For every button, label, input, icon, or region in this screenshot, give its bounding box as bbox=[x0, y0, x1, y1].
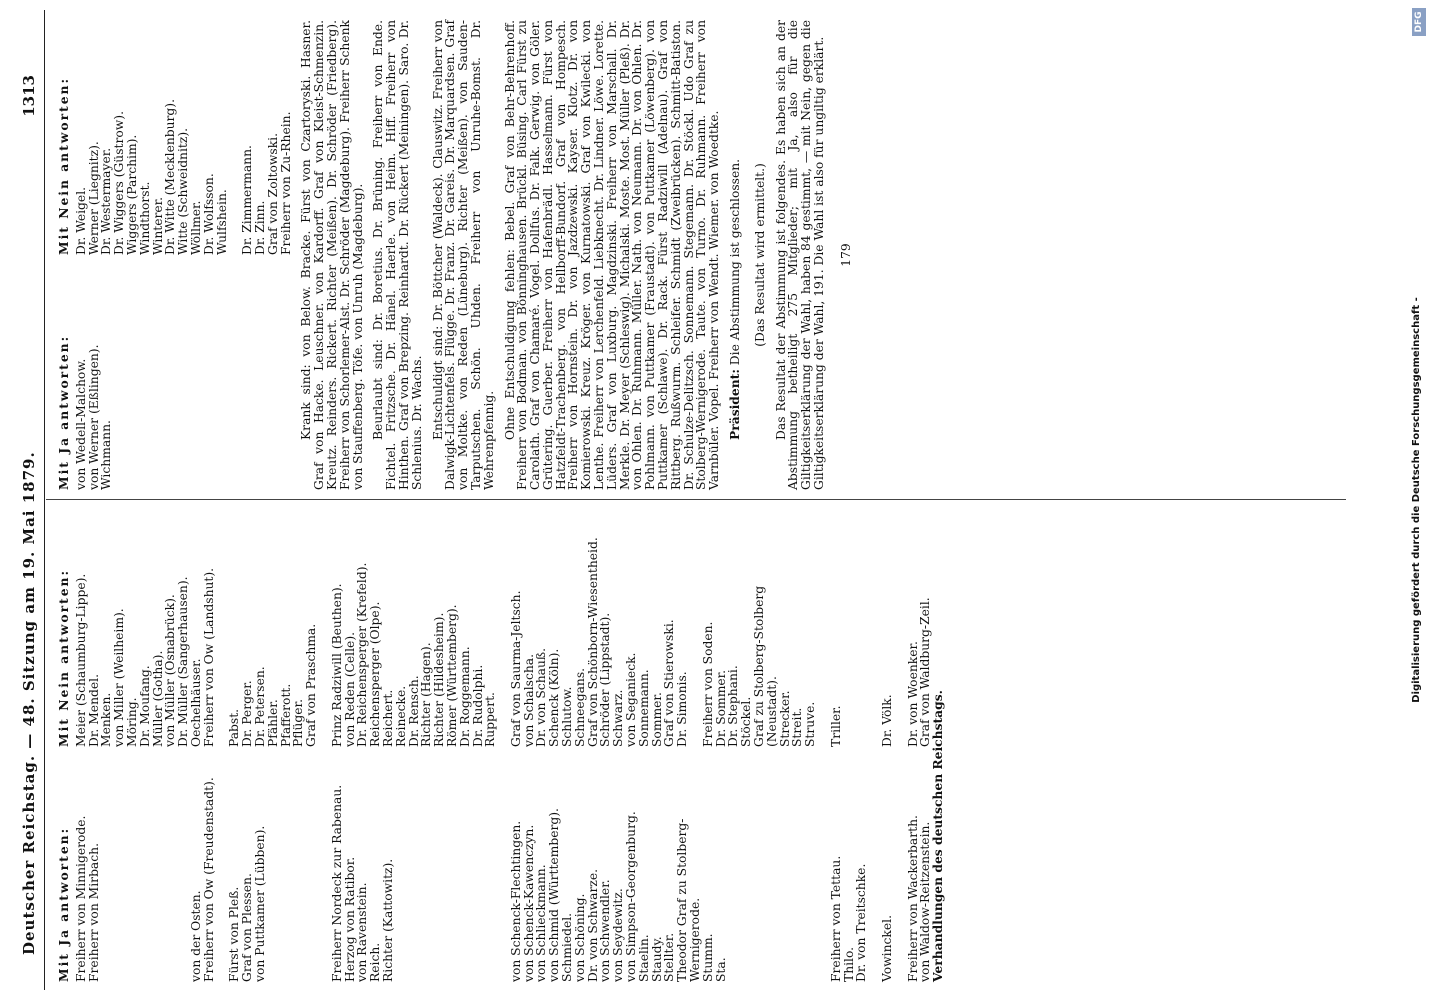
nein-name bbox=[817, 512, 830, 747]
vote-row bbox=[152, 512, 165, 982]
vote-row bbox=[548, 512, 561, 982]
ja-name: Freiherr von Minnigerode. bbox=[73, 815, 88, 982]
vote-row bbox=[254, 20, 267, 490]
nein-name: Möring. bbox=[124, 697, 139, 747]
vote-row bbox=[100, 512, 113, 982]
vote-row bbox=[484, 512, 497, 982]
nein-name: Graf von Praschma. bbox=[304, 623, 319, 747]
vote-row bbox=[446, 512, 459, 982]
nein-name: Graf von Stierowski. bbox=[662, 619, 677, 747]
nein-name: Dr. Stephani. bbox=[726, 665, 741, 747]
vote-row bbox=[497, 512, 510, 982]
ja-name: Thilo. bbox=[841, 946, 856, 982]
result-pending: (Das Resultat wird ermittelt.) bbox=[752, 163, 767, 347]
vote-row bbox=[177, 20, 190, 490]
nein-name: Dr. Weigel. bbox=[73, 186, 88, 255]
nein-name bbox=[318, 512, 331, 747]
ja-name bbox=[433, 747, 446, 982]
ja-name: Fürst von Pleß. bbox=[227, 886, 242, 982]
ja-name: von Schwendler. bbox=[598, 879, 613, 982]
nein-name: Schwarz. bbox=[611, 689, 626, 747]
ohne-entschuldigung-paragraph: Ohne Entschuldigung fehlen: Bebel. Graf von Behr-Behrenhoff. Freiherr von Bodman. von Bönninghausen. Brückl. Büsing. Carl Fürst zu Carolath. Graf von Chamaré. Vogel. Dollfus. Dr. Falk. Gerwig. von Göler. Grütering. Guerber. Freiherr von Hafenbrädl. Hasselmann. Fürst von Hatzfeldt-Trachenberg. von Hellborff-Bundorf. Graf von Hompesch. Freiherr von Hornstein. Dr. von Jazdzewski. Kayser. Klotz. Dr. von Komierowski. Kreuz. Kröger. von Kurnatowski. Graf von Kwilecki. von Lenthe. Freiherr von Lerchenfeld. Liebknecht. Dr. Lindner. Löwe. Lorette. Lüders. Graf von Luxburg. Magdzinski. Freiherr von Marschall. Dr. Merkle. Dr. Meyer (Schleswig). Michalski. Moste. Most. Müller (Pleß). Dr. von Ohlen. Dr. Ruhmann. Müller. Nath. von Neumann. Dr. von Ohlen. Dr. Pohlmann. von Puttkamer (Fraustadt). von Puttkamer (Löwenberg). von Puttkamer (Schlawe). Dr. Rack. Fürst Radziwill (Adelnau). Graf von Rittberg. Rußwurm. Schleifer. Schmidt (Zweibrücken). Schmitt-Batiston. Dr. Schulze-Delitzsch. Sonnemann. Stegemann. Dr. Stöckl. Udo Graf zu Stolberg-Wernigerode. Taute. von Turno. Dr. Ruhmann. Freiherr von Varnbüler. Vopel. Freiherr von Wendt. Wiemer. von Woedtke. bbox=[502, 20, 722, 490]
president-text: Die Abstimmung ist geschlossen. bbox=[728, 158, 743, 366]
nein-name: Dr. Wolfsson. bbox=[201, 173, 216, 255]
ja-name: von der Osten. bbox=[188, 890, 203, 982]
ja-name bbox=[459, 747, 472, 982]
nein-name: Dr. Völk. bbox=[880, 694, 894, 747]
nein-name: Streit. bbox=[790, 707, 805, 747]
vote-row bbox=[254, 512, 267, 982]
dfg-logo: DFG bbox=[1412, 8, 1426, 36]
ja-name: Wichmann. bbox=[99, 420, 114, 490]
ja-name bbox=[241, 255, 254, 490]
vote-row bbox=[817, 512, 830, 982]
ja-name bbox=[126, 255, 139, 490]
ja-name bbox=[190, 255, 203, 490]
vote-row bbox=[676, 512, 702, 982]
header-title: Deutscher Reichstag. — 48. Sitzung am 19. Mai 1879. bbox=[20, 451, 38, 955]
vote-row bbox=[369, 512, 382, 982]
ja-name: von Schenck-Flechtingen. bbox=[508, 820, 523, 982]
nein-name: Dr. Müller (Sangerhausen). bbox=[176, 576, 191, 747]
ja-name: Staelin. bbox=[636, 934, 651, 982]
vote-row bbox=[126, 512, 139, 982]
nein-name: Graf von Zoltowski. bbox=[265, 132, 280, 255]
ja-name: Freiherr von Mirbach. bbox=[86, 843, 101, 982]
vote-row bbox=[356, 512, 369, 982]
nein-name: Triller. bbox=[828, 705, 843, 747]
nein-name: Menken. bbox=[99, 692, 114, 747]
vote-row bbox=[152, 20, 165, 490]
ja-name: Freiherr von Tettau. bbox=[828, 855, 843, 982]
nein-name: Meier (Schaumburg-Lippe). bbox=[73, 573, 88, 747]
vote-row bbox=[88, 512, 101, 982]
beurlaubt-paragraph: Beurlaubt sind: Dr. Boretius. Dr. Brüning. Freiherr von Ende. Fichtel. Fritzsche. Dr. Hänel. Haerle. von Heim. Hiff. Freiherr von Hinthen. Graf von Brepzing. Reinhardt. Dr. Rückert (Meiningen). Saro. Dr. Schlenius. Dr. Wachs. bbox=[371, 20, 424, 490]
nein-column-header: Mit Nein antworten: bbox=[56, 568, 71, 747]
vote-row bbox=[75, 20, 88, 490]
vote-row bbox=[855, 512, 868, 982]
vote-row bbox=[190, 512, 203, 982]
nein-name: Graf zu Stolberg-Stolberg (Neustadt). bbox=[752, 585, 779, 747]
nein-name: Dr. Wiggers (Güstrow). bbox=[112, 111, 127, 255]
vote-row bbox=[280, 20, 293, 490]
ja-name: von Puttkamer (Lübben). bbox=[252, 825, 267, 982]
ja-name: Theodor Graf zu Stolberg-Wernigerode. bbox=[675, 818, 703, 982]
nein-column-header: Mit Nein antworten: bbox=[56, 76, 71, 255]
nein-name: Schneegans. bbox=[572, 667, 587, 747]
ja-name bbox=[267, 255, 280, 490]
nein-name: Freiherr von Ow (Landshut). bbox=[201, 567, 216, 747]
vote-row bbox=[113, 20, 126, 490]
ja-name bbox=[254, 255, 267, 490]
vote-row bbox=[740, 512, 753, 982]
ja-name bbox=[177, 255, 190, 490]
nein-name: Prinz Radziwill (Beuthen). bbox=[329, 583, 344, 747]
ja-name bbox=[292, 747, 305, 982]
running-header bbox=[20, 75, 42, 955]
vote-row bbox=[791, 512, 804, 982]
ja-name bbox=[267, 747, 280, 982]
nein-name: Dr. Roggemann. bbox=[457, 646, 472, 747]
nein-name: Sommer. bbox=[649, 692, 664, 747]
vote-row bbox=[753, 512, 779, 982]
nein-name: Dr. Rudolphi. bbox=[470, 664, 485, 747]
nein-name: Windthorst. bbox=[137, 181, 152, 255]
nein-name: Dr. Westermayer. bbox=[99, 147, 114, 255]
nein-name: Pfähler. bbox=[265, 699, 280, 747]
vote-row bbox=[331, 512, 344, 982]
nein-name: Wulfshein. bbox=[214, 189, 229, 255]
nein-name: Graf von Waldburg-Zeil. bbox=[918, 597, 933, 747]
entschuldigt-paragraph: Entschuldigt sind: Dr. Böttcher (Waldeck). Clauswitz. Freiherr von Dalwigk-Lichtenfels. Flügge. Dr. Franz. Dr. Gareis. Dr. Marquardsen. Graf von Moltke. von Reden (Lüneburg). Richter (Meißen). von Sauden-Tarputschen. Schön. Uhden. Freiherr von Unruhe-Bomst. Dr. Wehrenpfennig. bbox=[430, 20, 496, 490]
ja-name: Vowinckel. bbox=[880, 915, 894, 982]
ja-name: von Simpson-Georgenburg. bbox=[624, 811, 639, 982]
vote-row bbox=[267, 20, 280, 490]
vote-row bbox=[190, 20, 203, 490]
ja-name: Stellter. bbox=[662, 932, 677, 982]
ja-name bbox=[472, 747, 485, 982]
ja-name bbox=[216, 255, 229, 490]
ja-name bbox=[779, 747, 792, 982]
digitization-credit: Digitalisierung gefördert durch die Deutsche Forschungsgemeinschaft - bbox=[1411, 297, 1422, 703]
ja-name: Herzog von Ratibor. bbox=[342, 856, 357, 982]
ja-name: von Schöning. bbox=[572, 893, 587, 982]
nein-name: Dr. Sommer. bbox=[713, 669, 728, 747]
nein-name: Dr. Reichensperger (Krefeld). bbox=[355, 562, 370, 747]
column-divider bbox=[46, 499, 1346, 500]
vote-row bbox=[715, 512, 728, 982]
nein-name: Werner (Liegnitz). bbox=[86, 141, 101, 255]
nein-name: Dr. Zimmermann. bbox=[240, 145, 255, 255]
ja-column-header: Mit Ja antworten: bbox=[56, 826, 71, 982]
nein-name: Richter (Hagen). bbox=[419, 642, 434, 747]
ja-name bbox=[100, 747, 113, 982]
ja-name bbox=[305, 747, 318, 982]
ja-name bbox=[408, 747, 421, 982]
nein-name: Schenck (Köln). bbox=[547, 648, 562, 747]
vote-row bbox=[203, 20, 216, 490]
nein-name bbox=[894, 512, 907, 747]
ja-name bbox=[740, 747, 753, 982]
vote-row bbox=[894, 512, 907, 982]
nein-name: Dr. Mendel. bbox=[86, 674, 101, 747]
ja-name: Dr. von Schwarze. bbox=[585, 868, 600, 982]
ja-name: von Wedell-Malchow. bbox=[73, 358, 88, 490]
ja-name bbox=[280, 747, 293, 982]
nein-name: Strecker. bbox=[777, 690, 792, 747]
vote-row bbox=[459, 512, 472, 982]
nein-name: Reichensperger (Olpe). bbox=[368, 601, 383, 747]
vote-row bbox=[830, 512, 843, 982]
ja-name bbox=[152, 747, 165, 982]
nein-name: Oechelhäuser. bbox=[188, 658, 203, 747]
ja-name bbox=[497, 747, 510, 982]
ja-name: von Schenck-Kawenczyn. bbox=[521, 824, 536, 982]
ja-name: Freiherr von Wackerbarth. bbox=[905, 815, 920, 982]
vote-row bbox=[292, 512, 305, 982]
ja-name bbox=[318, 747, 331, 982]
nein-name: Schröder (Lippstadt). bbox=[598, 612, 613, 747]
nein-name: von Schalscha. bbox=[521, 653, 536, 747]
vote-row bbox=[280, 512, 293, 982]
vote-row bbox=[113, 512, 126, 982]
vote-row bbox=[574, 512, 587, 982]
vote-row bbox=[216, 20, 229, 490]
ja-name: Reich. bbox=[368, 942, 383, 982]
ja-name bbox=[484, 747, 497, 982]
nein-name: Pfafferott. bbox=[278, 683, 293, 747]
nein-name: von Seganieck. bbox=[624, 652, 639, 747]
right-vote-list bbox=[58, 20, 292, 490]
nein-name bbox=[843, 512, 856, 747]
vote-row bbox=[305, 512, 318, 982]
vote-row bbox=[638, 512, 651, 982]
ja-name bbox=[420, 747, 433, 982]
nein-name: Dr. Zinn. bbox=[252, 200, 267, 255]
vote-row bbox=[804, 512, 817, 982]
nein-name: Dr. von Woenker. bbox=[905, 641, 920, 747]
ja-name bbox=[113, 255, 126, 490]
nein-name: Reichert. bbox=[380, 689, 395, 747]
left-half bbox=[58, 512, 945, 982]
nein-name: Richter (Hildesheim). bbox=[432, 612, 447, 747]
ja-name bbox=[113, 747, 126, 982]
ja-name bbox=[894, 747, 907, 982]
ja-name: Schmiedel. bbox=[560, 912, 575, 982]
vote-row bbox=[420, 512, 433, 982]
vote-row bbox=[433, 512, 446, 982]
vote-row bbox=[472, 512, 485, 982]
nein-name: Graf von Saurma-Jeltsch. bbox=[508, 590, 523, 747]
ja-name: Graf von Plessen. bbox=[240, 873, 255, 982]
nein-name: Dr. Simonis. bbox=[675, 671, 690, 747]
ja-name bbox=[727, 747, 740, 982]
nein-name: Dr. Perger. bbox=[240, 680, 255, 747]
ja-name: Freiherr von Ow (Freudenstadt). bbox=[201, 777, 216, 982]
nein-name: Wöllmer. bbox=[188, 200, 203, 255]
vote-row bbox=[164, 20, 177, 490]
nein-name: Dr. Petersen. bbox=[252, 666, 267, 747]
nein-name: von Miller (Weilheim). bbox=[112, 608, 127, 747]
ja-name bbox=[203, 255, 216, 490]
nein-name: Graf von Schönborn-Wiesentheid. bbox=[585, 537, 600, 747]
nein-name: Wiggers (Parchim). bbox=[124, 134, 139, 255]
nein-name: Dr. Witte (Mecklenburg). bbox=[163, 98, 178, 255]
nein-name: Pflüger. bbox=[291, 699, 306, 747]
nein-name: Sonnemann. bbox=[636, 669, 651, 747]
ja-name bbox=[164, 747, 177, 982]
left-footnote: Verhandlungen des deutschen Reichstags. bbox=[930, 690, 946, 982]
vote-row bbox=[100, 20, 113, 490]
nein-name bbox=[497, 512, 510, 747]
right-half bbox=[58, 20, 853, 490]
ja-name bbox=[139, 747, 152, 982]
left-vote-list bbox=[58, 512, 932, 982]
vote-row bbox=[395, 512, 408, 982]
nein-name: Ruppert. bbox=[483, 692, 498, 747]
nein-name: Müller (Gotha). bbox=[150, 650, 165, 747]
ja-name: von Seydewitz. bbox=[611, 888, 626, 982]
column-headers bbox=[58, 512, 75, 982]
nein-name: Winterer. bbox=[150, 196, 165, 255]
ja-name: Richter (Kattowitz). bbox=[380, 858, 395, 982]
vote-row bbox=[228, 20, 241, 490]
vote-row bbox=[779, 512, 792, 982]
ja-name bbox=[395, 747, 408, 982]
ja-name bbox=[228, 255, 241, 490]
column-headers bbox=[58, 20, 75, 490]
vote-row bbox=[139, 20, 152, 490]
vote-row bbox=[561, 512, 574, 982]
ja-name bbox=[139, 255, 152, 490]
page-mark: 179 bbox=[838, 243, 853, 267]
nein-name: von Müller (Osnabrück). bbox=[163, 594, 178, 747]
nein-name: von Reden (Celle). bbox=[342, 631, 357, 747]
vote-row bbox=[868, 512, 881, 982]
ja-name: von Schmid (Württemberg). bbox=[547, 808, 562, 982]
nein-name: Witte (Schweidnitz). bbox=[176, 127, 191, 255]
nein-name: Reinecke. bbox=[393, 685, 408, 747]
ja-name bbox=[446, 747, 459, 982]
ja-name: von Ravenstein. bbox=[355, 882, 370, 982]
president-statement bbox=[729, 20, 742, 490]
vote-row bbox=[408, 512, 421, 982]
vote-row bbox=[727, 512, 740, 982]
result-paragraph: Das Resultat der Abstimmung ist folgendes. Es haben sich an der Abstimmung betheiligt 275 Mitglieder; mit Ja, also für die Giltigkeitserklärung der Wahl, haben 84 gestimmt, — mit Nein, gegen die Giltigkeitserklärung der Wahl, 191. Die Wahl ist also für ungiltig erklärt. bbox=[773, 20, 827, 490]
nein-name: Dr. von Schauß. bbox=[534, 648, 549, 747]
nein-name: Stöckel. bbox=[739, 696, 754, 747]
nein-name: Römer (Württemberg). bbox=[444, 604, 459, 747]
vote-row bbox=[75, 512, 88, 982]
vote-row bbox=[318, 512, 331, 982]
ja-name bbox=[791, 747, 804, 982]
ja-name: Sta. bbox=[713, 957, 728, 982]
ja-name: Stumm. bbox=[700, 933, 715, 982]
ja-name bbox=[280, 255, 293, 490]
vote-row bbox=[702, 512, 715, 982]
ja-name bbox=[804, 747, 817, 982]
vote-row bbox=[510, 512, 523, 982]
ja-name bbox=[753, 747, 779, 982]
ja-name bbox=[126, 747, 139, 982]
ja-name: Staudy. bbox=[649, 936, 664, 982]
nein-name bbox=[855, 512, 868, 747]
vote-row bbox=[651, 512, 664, 982]
ja-name bbox=[817, 747, 830, 982]
vote-row bbox=[382, 512, 395, 982]
nein-name: Struve. bbox=[803, 701, 818, 747]
ja-column-header: Mit Ja antworten: bbox=[56, 334, 71, 490]
nein-name: Schlutow. bbox=[560, 686, 575, 747]
ja-name bbox=[152, 255, 165, 490]
ja-name: von Waldow-Reitzenstein. bbox=[918, 821, 933, 982]
vote-row bbox=[241, 20, 254, 490]
vote-row bbox=[139, 512, 152, 982]
krank-paragraph: Krank sind: von Below. Bracke. Fürst von Czartoryski. Hasner. Graf von Hacke. Leuschner. von Kardorff. Graf von Kleist-Schmenzin. Kreutz. Reinders. Rickert. Richter (Meißen). Dr. Schröder (Friedberg). Freiherr von Schorlemer-Alst. Dr. Schröder (Magdeburg). Freiherr Schenk von Stauffenberg. Töfe. von Unruh (Magdeburg). bbox=[299, 20, 365, 490]
ja-name: Freiherr Nordeck zur Rabenau. bbox=[329, 784, 344, 982]
nein-name: Pabst. bbox=[227, 708, 242, 747]
vote-row bbox=[126, 20, 139, 490]
vote-row bbox=[625, 512, 638, 982]
ja-name: Dr. von Treitschke. bbox=[854, 863, 869, 982]
nein-name: Freiherr von Soden. bbox=[700, 621, 715, 747]
header-rule bbox=[44, 10, 45, 990]
nein-name: Freiherr von Zu-Rhein. bbox=[278, 111, 293, 255]
vote-row bbox=[203, 512, 216, 982]
page-number: 1313 bbox=[20, 75, 38, 117]
president-label: Präsident: bbox=[727, 369, 743, 440]
vote-row bbox=[881, 512, 894, 982]
ja-name: von Werner (Eßlingen). bbox=[86, 344, 101, 490]
ja-name: von Schlieckmann. bbox=[534, 864, 549, 982]
nein-name: Dr. Moufang. bbox=[137, 665, 152, 747]
vote-row bbox=[267, 512, 280, 982]
ja-name bbox=[164, 255, 177, 490]
nein-name: Dr. Rensch. bbox=[406, 675, 421, 747]
